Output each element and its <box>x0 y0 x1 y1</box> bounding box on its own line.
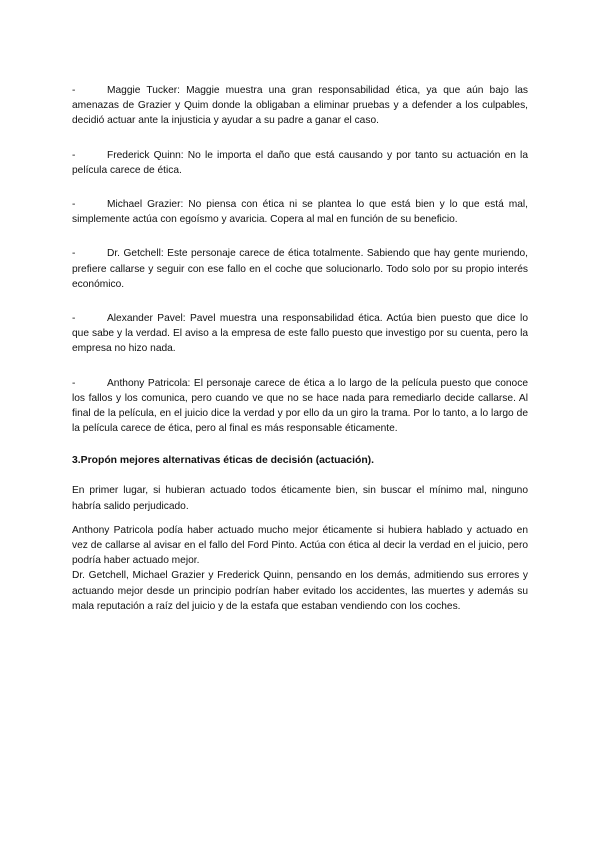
list-dash: - <box>72 199 76 211</box>
list-dash: - <box>72 313 76 325</box>
paragraph: Anthony Patricola podía haber actuado mucho mejor éticamente si hubiera hablado y actuado en vez de callarse al avisar en el fallo del Ford Pinto. Actúa con ética al decir la verdad en el juicio, pero podría haber actuado mejor. <box>72 524 528 567</box>
list-item <box>72 148 528 178</box>
list-dash: - <box>72 377 76 389</box>
list-dash: - <box>72 85 76 96</box>
list-item <box>72 197 528 227</box>
list-dash: - <box>72 149 76 161</box>
list-item <box>72 246 528 292</box>
list-item-text: Anthony Patricola: El personaje carece de ética a lo largo de la película puesto que conoce los fallos y los comunica, pero cuando ve que no se hace nada para remediarlo decide callarse. Al final de la película, en el juicio dice la verdad y por ello da un giro la trama. Por lo tanto, a lo largo de la película carece de ética, pero al final es más responsable éticamente. <box>72 377 528 435</box>
document-page <box>72 83 528 614</box>
paragraph: En primer lugar, si hubieran actuado todos éticamente bien, sin buscar el mínimo mal, ninguno habría salido perjudicado. <box>72 485 528 512</box>
paragraph: Dr. Getchell, Michael Grazier y Frederick Quinn, pensando en los demás, admitiendo sus errores y actuando mejor desde un principio podrían haber evitado los accidentes, las muertes y además su mala reputación a raíz del juicio y de la estafa que estaban vendiendo con los coches. <box>72 570 528 612</box>
list-item <box>72 83 528 129</box>
list-dash: - <box>72 248 76 260</box>
list-item-text: Dr. Getchell: Este personaje carece de ética totalmente. Sabiendo que hay gente muriendo, prefiere callarse y seguir con ese fallo en el coche que solucionarlo. Todo solo por su propio interés económico. <box>72 248 528 290</box>
list-item-text: Maggie Tucker: Maggie muestra una gran responsabilidad ética, ya que aún bajo las amenazas de Grazier y Quim donde la obligaban a eliminar pruebas y a defender a los culpables, decidió actuar ante la injusticia y ayudar a su padre a ganar el caso. <box>72 85 528 127</box>
list-item <box>72 376 528 437</box>
list-item <box>72 311 528 357</box>
list-item-text: Alexander Pavel: Pavel muestra una responsabilidad ética. Actúa bien puesto que dice lo que sabe y la verdad. El aviso a la empresa de este fallo puesto que investigo por su cuenta, pero la empresa no hizo nada. <box>72 313 528 355</box>
list-item-text: Frederick Quinn: No le importa el daño que está causando y por tanto su actuación en la película carece de ética. <box>72 149 528 176</box>
section-heading: 3.Propón mejores alternativas éticas de decisión (actuación). <box>72 455 375 467</box>
list-item-text: Michael Grazier: No piensa con ética ni se plantea lo que está bien y lo que está mal, simplemente actúa con egoísmo y avaricia. Copera al mal en función de su beneficio. <box>72 199 528 226</box>
